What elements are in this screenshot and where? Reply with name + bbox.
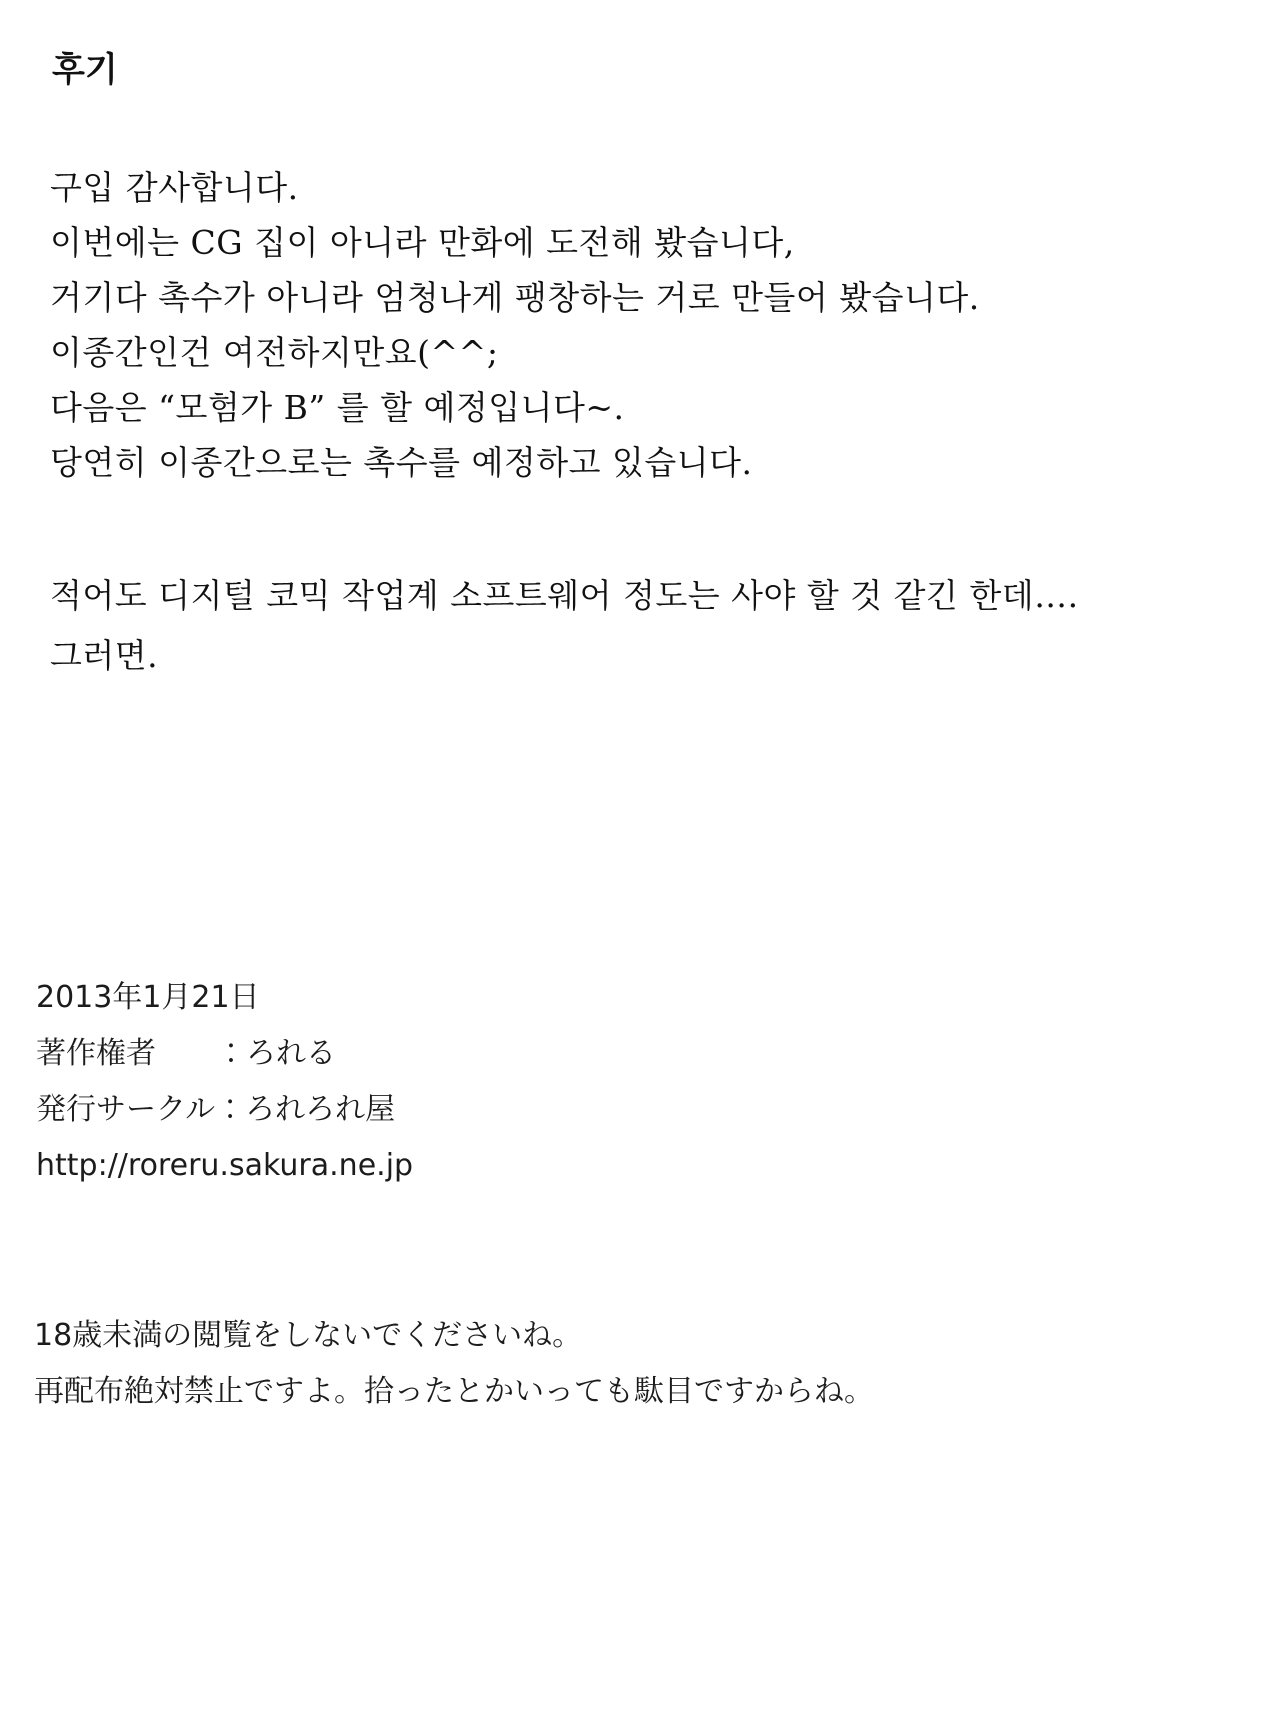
publishing-circle: 発行サークル：ろれろれ屋 <box>36 1092 396 1127</box>
redistribution-warning: 再配布絶対禁止ですよ。拾ったとかいっても駄目ですからね。 <box>34 1374 874 1409</box>
afterword-line: 당연히 이종간으로는 촉수를 예정하고 있습니다. <box>50 443 753 482</box>
afterword-line: 적어도 디지털 코믹 작업계 소프트웨어 정도는 사야 할 것 같긴 한데…. <box>50 576 1079 615</box>
afterword-line: 거기다 촉수가 아니라 엄청나게 팽창하는 거로 만들어 봤습니다. <box>50 278 980 317</box>
afterword-line: 다음은 “모험가 B” 를 할 예정입니다~. <box>50 388 625 427</box>
warning-block <box>34 1308 874 1420</box>
credits-block <box>36 970 413 1194</box>
afterword-paragraph-2 <box>50 566 1079 686</box>
site-url: http://roreru.sakura.ne.jp <box>36 1148 414 1183</box>
afterword-line: 이번에는 CG 집이 아니라 만화에 도전해 봤습니다, <box>50 223 795 262</box>
afterword-line: 이종간인건 여전하지만요(^^; <box>50 333 499 372</box>
copyright-holder: 著作権者 ：ろれる <box>36 1036 336 1071</box>
age-restriction-warning: 18歳未満の閲覧をしないでくださいね。 <box>34 1318 583 1353</box>
publication-date: 2013年1月21日 <box>36 980 260 1015</box>
afterword-line: 구입 감사합니다. <box>50 168 299 207</box>
afterword-paragraph-1 <box>50 160 980 490</box>
afterword-title: 후기 <box>52 50 118 90</box>
afterword-line: 그러면. <box>50 636 159 675</box>
